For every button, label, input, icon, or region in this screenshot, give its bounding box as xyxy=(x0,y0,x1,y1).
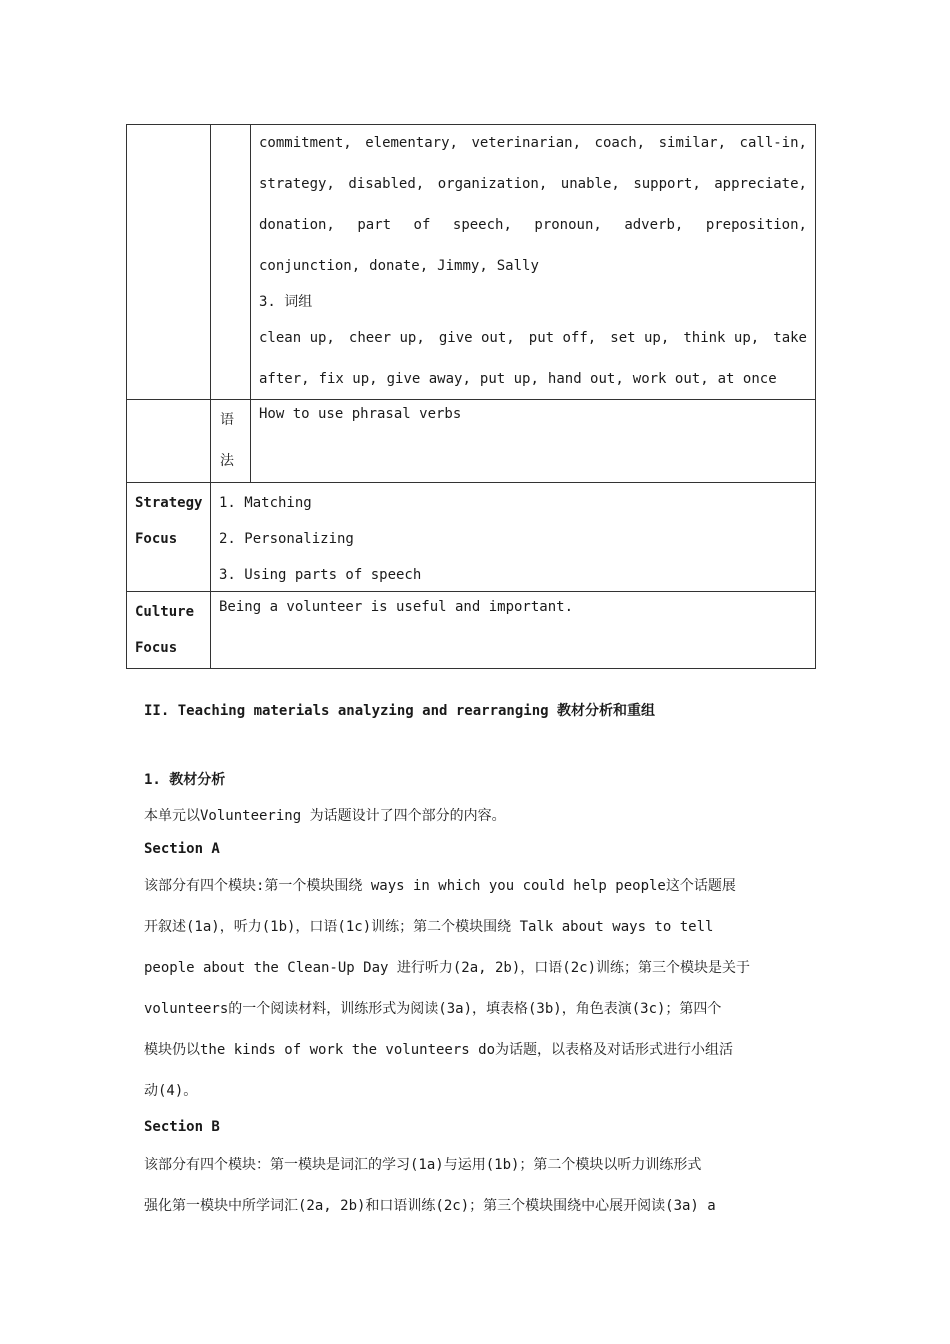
paragraph-line: 强化第一模块中所学词汇(2a, 2b)和口语训练(2c)；第三个模块围绕中心展开阅读(3a) a xyxy=(144,1198,716,1214)
word: speech, xyxy=(452,217,512,233)
section-a-paragraph xyxy=(144,866,808,1112)
phrase: after, xyxy=(259,371,310,387)
strategy-item: 2. Personalizing xyxy=(219,531,354,547)
word: coach, xyxy=(594,135,646,151)
vocabulary-list xyxy=(251,125,815,399)
culture-label-cell xyxy=(127,592,211,669)
word: commitment, xyxy=(259,135,352,151)
section-b-title: Section B xyxy=(144,1119,220,1135)
word: unable, xyxy=(560,176,620,192)
empty-label-cell xyxy=(127,400,211,483)
word: conjunction, xyxy=(259,258,361,274)
word: pronoun, xyxy=(534,217,602,233)
grammar-label: 法 xyxy=(220,453,234,469)
strategy-row xyxy=(127,483,816,592)
phrase-line xyxy=(259,365,807,399)
word: appreciate, xyxy=(714,176,807,192)
vocab-line xyxy=(259,211,807,252)
grammar-row xyxy=(127,400,816,483)
word: adverb, xyxy=(624,217,684,233)
strategy-label-cell xyxy=(127,483,211,592)
phrase-line xyxy=(259,324,807,365)
strategy-label: Strategy xyxy=(135,495,203,511)
section-b-paragraph xyxy=(144,1145,808,1227)
phrase: hand out, xyxy=(547,371,624,387)
vocab-line xyxy=(259,170,807,211)
word: disabled, xyxy=(348,176,425,192)
vocabulary-row xyxy=(127,125,816,400)
paragraph-line: 模块仍以the kinds of work the volunteers do为话题，以表格及对话形式进行小组活 xyxy=(144,1042,734,1058)
phrase: give away, xyxy=(386,371,471,387)
phrase: take xyxy=(773,330,807,346)
word: support, xyxy=(633,176,701,192)
culture-row xyxy=(127,592,816,669)
empty-label-cell xyxy=(127,125,211,400)
phrase: set up, xyxy=(610,330,670,346)
grammar-label-cell xyxy=(211,400,251,483)
word: part xyxy=(357,217,392,233)
phrase: think up, xyxy=(683,330,760,346)
culture-text: Being a volunteer is useful and important. xyxy=(219,599,574,615)
empty-sublabel-cell xyxy=(211,125,251,400)
paragraph-line: 开叙述(1a)，听力(1b)，口语(1c)训练；第二个模块围绕 Talk about ways to tell xyxy=(144,919,714,935)
phrase-heading-line xyxy=(259,288,807,324)
word: Jimmy, xyxy=(437,258,488,274)
vocabulary-cell xyxy=(251,125,816,400)
grammar-cell xyxy=(251,400,816,483)
word: similar, xyxy=(658,135,727,151)
word: Sally xyxy=(496,258,539,274)
intro-text: 本单元以Volunteering 为话题设计了四个部分的内容。 xyxy=(144,808,506,824)
phrase: at once xyxy=(717,371,777,387)
phrase: put up, xyxy=(479,371,539,387)
culture-label: Culture xyxy=(135,604,195,620)
paragraph-line: volunteers的一个阅读材料，训练形式为阅读(3a)，填表格(3b)，角色表演(3c)；第四个 xyxy=(144,1001,722,1017)
phrase: cheer up, xyxy=(348,330,425,346)
strategy-cell xyxy=(211,483,816,592)
paragraph-line: people about the Clean-Up Day 进行听力(2a, 2b)，口语(2c)训练；第三个模块是关于 xyxy=(144,960,751,976)
phrase: put off, xyxy=(528,330,597,346)
sub-heading: 1. 教材分析 xyxy=(144,772,226,788)
phrase: work out, xyxy=(632,371,709,387)
phrase-heading: 3. 词组 xyxy=(259,294,313,310)
word: of xyxy=(413,217,431,233)
phrase: clean up, xyxy=(259,330,335,346)
paragraph-line: 动(4)。 xyxy=(144,1083,198,1099)
word: call-in, xyxy=(739,135,807,151)
word: preposition, xyxy=(705,217,807,233)
word: strategy, xyxy=(259,176,335,192)
phrase: give out, xyxy=(438,330,515,346)
culture-cell xyxy=(211,592,816,669)
word: elementary, xyxy=(365,135,458,151)
paragraph-line: 该部分有四个模块：第一模块是词汇的学习(1a)与运用(1b)；第二个模块以听力训练形式 xyxy=(144,1157,702,1173)
grammar-label: 语 xyxy=(220,412,234,428)
word: donation, xyxy=(259,217,335,233)
paragraph-line: 该部分有四个模块:第一个模块围绕 ways in which you could help people这个话题展 xyxy=(144,878,736,894)
grammar-text: How to use phrasal verbs xyxy=(259,406,462,422)
strategy-item: 3. Using parts of speech xyxy=(219,567,422,583)
vocab-line xyxy=(259,129,807,170)
strategy-label: Focus xyxy=(135,531,178,547)
section-a-title: Section A xyxy=(144,841,220,857)
word: donate, xyxy=(369,258,429,274)
lesson-plan-table xyxy=(126,124,816,669)
word: organization, xyxy=(437,176,548,192)
phrase: fix up, xyxy=(318,371,378,387)
word: veterinarian, xyxy=(471,135,582,151)
strategy-item: 1. Matching xyxy=(219,495,312,511)
culture-label: Focus xyxy=(135,640,178,656)
vocab-line xyxy=(259,252,807,288)
section-heading: II. Teaching materials analyzing and rearranging 教材分析和重组 xyxy=(144,703,656,719)
